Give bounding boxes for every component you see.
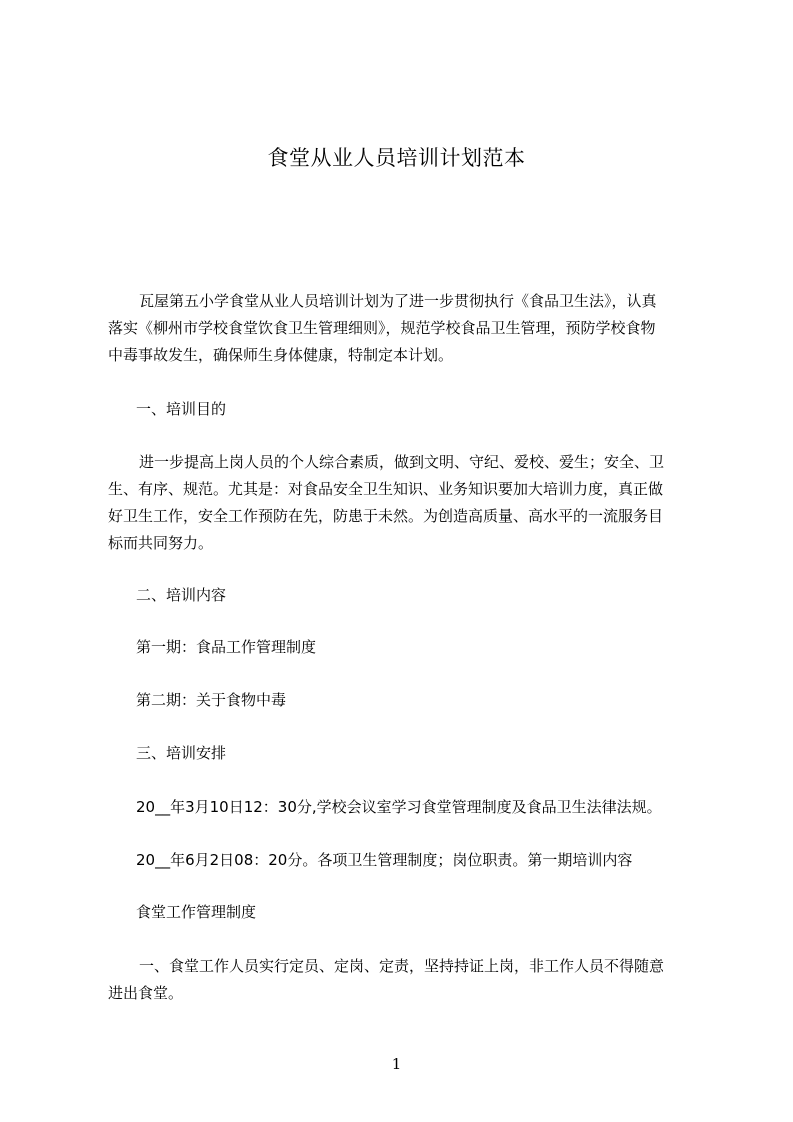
rule1-line: 一、食堂工作人员实行定员、定岗、定责，坚持持证上岗，非工作人员不得随意	[139, 957, 665, 975]
rule1-paragraph	[108, 953, 705, 1007]
schedule2-text: 20__年6月2日08：20分。各项卫生管理制度；岗位职责。第一期培训内容	[136, 851, 633, 869]
section3-heading: 三、培训安排	[136, 744, 227, 762]
intro-line: 落实《柳州市学校食堂饮食卫生管理细则》，规范学校食品卫生管理，预防学校食物	[108, 319, 656, 337]
section1-line: 生、有序、规范。尤其是：对食品安全卫生知识、业务知识要加大培训力度，真正做	[108, 480, 664, 498]
period2-text: 第二期：关于食物中毒	[136, 691, 287, 709]
intro-paragraph	[108, 288, 705, 369]
section1-line: 标而共同努力。	[108, 534, 214, 552]
section1-heading: 一、培训目的	[136, 400, 227, 418]
schedule1-block	[108, 794, 705, 821]
section1-line: 好卫生工作，安全工作预防在先，防患于未然。为创造高质量、高水平的一流服务目	[108, 507, 664, 525]
section-heading	[108, 396, 705, 423]
period2-block	[108, 687, 705, 714]
section1-paragraph	[108, 449, 705, 557]
period1-block	[108, 634, 705, 661]
subheading-block	[108, 899, 705, 926]
schedule1-text: 20__年3月10日12：30分,学校会议室学习食堂管理制度及食品卫生法律法规。	[136, 798, 662, 816]
section1-line: 进一步提高上岗人员的个人综合素质，做到文明、守纪、爱校、爱生；安全、卫	[139, 453, 665, 471]
subheading-text: 食堂工作管理制度	[136, 903, 257, 921]
section2-block	[108, 582, 705, 609]
intro-line: 瓦屋第五小学食堂从业人员培训计划为了进一步贯彻执行《食品卫生法》，认真	[139, 292, 657, 310]
section2-heading: 二、培训内容	[136, 586, 227, 604]
period1-text: 第一期：食品工作管理制度	[136, 638, 317, 656]
section3-block	[108, 740, 705, 767]
document-title: 食堂从业人员培训计划范本	[267, 146, 526, 170]
rule1-line: 进出食堂。	[108, 984, 184, 1002]
intro-line: 中毒事故发生，确保师生身体健康，特制定本计划。	[108, 346, 454, 364]
page-number: 1	[391, 1055, 402, 1073]
schedule2-block	[108, 847, 705, 874]
